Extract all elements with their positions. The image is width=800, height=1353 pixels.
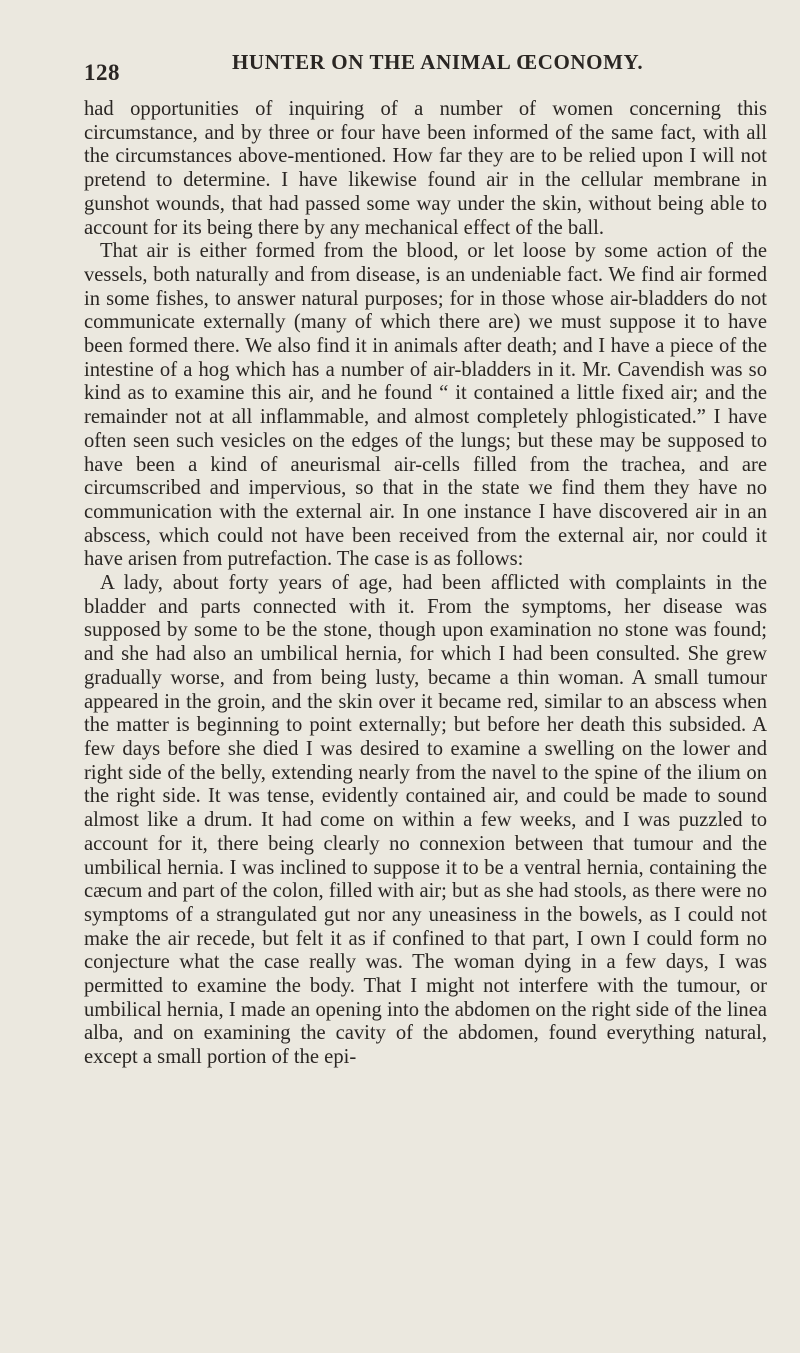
running-head: HUNTER ON THE ANIMAL ŒCONOMY. [232, 50, 644, 74]
page-header [84, 50, 764, 85]
paragraph-1: had opportunities of inquiring of a number of women concerning this circumstance, and by three or four have been informed of the same fact, with all the circumstances above-mentioned. How far they are to be relied upon I will not pretend to determine. I have likewise found air in the cellular membrane in gunshot wounds, that had passed some way under the skin, without being able to account for its being there by any mechanical effect of the ball. [84, 98, 767, 239]
paragraph-2: That air is either formed from the blood, or let loose by some action of the vessels, both naturally and from disease, is an undeniable fact. We find air formed in some fishes, to answer natural purposes; for in those whose air-bladders do not communicate externally (many of which there are) we must suppose it to have been formed there. We also find it in animals after death; and I have a piece of the intestine of a hog which has a number of air-bladders in it. Mr. Cavendish was so kind as to examine this air, and he found “ it contained a little fixed air; and the remainder not at all inflammable, and almost completely phlogisticated.” I have often seen such vesicles on the edges of the lungs; but these may be supposed to have been a kind of aneurismal air-cells filled from the trachea, and are circumscribed and impervious, so that in the state we find them they have no communication with the external air. In one instance I have discovered air in an abscess, which could not have been received from the external air, nor could it have arisen from putrefaction. The case is as follows: [84, 240, 767, 571]
page-number: 128 [84, 60, 120, 85]
paragraph-3: A lady, about forty years of age, had been afflicted with complaints in the bladder and parts connected with it. From the symptoms, her disease was supposed by some to be the stone, though upon examination no stone was found; and she had also an umbilical hernia, for which I had been consulted. She grew gradually worse, and from being lusty, became a thin woman. A small tumour appeared in the groin, and the skin over it became red, similar to an abscess when the matter is beginning to point externally; but before her death this subsided. A few days before she died I was desired to examine a swelling on the lower and right side of the belly, extending nearly from the navel to the spine of the ilium on the right side. It was tense, evidently contained air, and could be made to sound almost like a drum. It had come on within a few weeks, and I was puzzled to account for it, there being clearly no connexion between that tumour and the umbilical hernia. I was inclined to suppose it to be a ventral hernia, containing the cæcum and part of the colon, filled with air; but as she had stools, as there were no symptoms of a strangulated gut nor any uneasiness in the bowels, as I could not make the air recede, but felt it as if confined to that part, I own I could form no conjecture what the case really was. The woman dying in a few days, I was permitted to examine the body. That I might not interfere with the tumour, or umbilical hernia, I made an opening into the abdomen on the right side of the linea alba, and on examining the cavity of the abdomen, found everything natural, except a small portion of the epi- [84, 572, 767, 1069]
body-text [84, 98, 767, 1070]
